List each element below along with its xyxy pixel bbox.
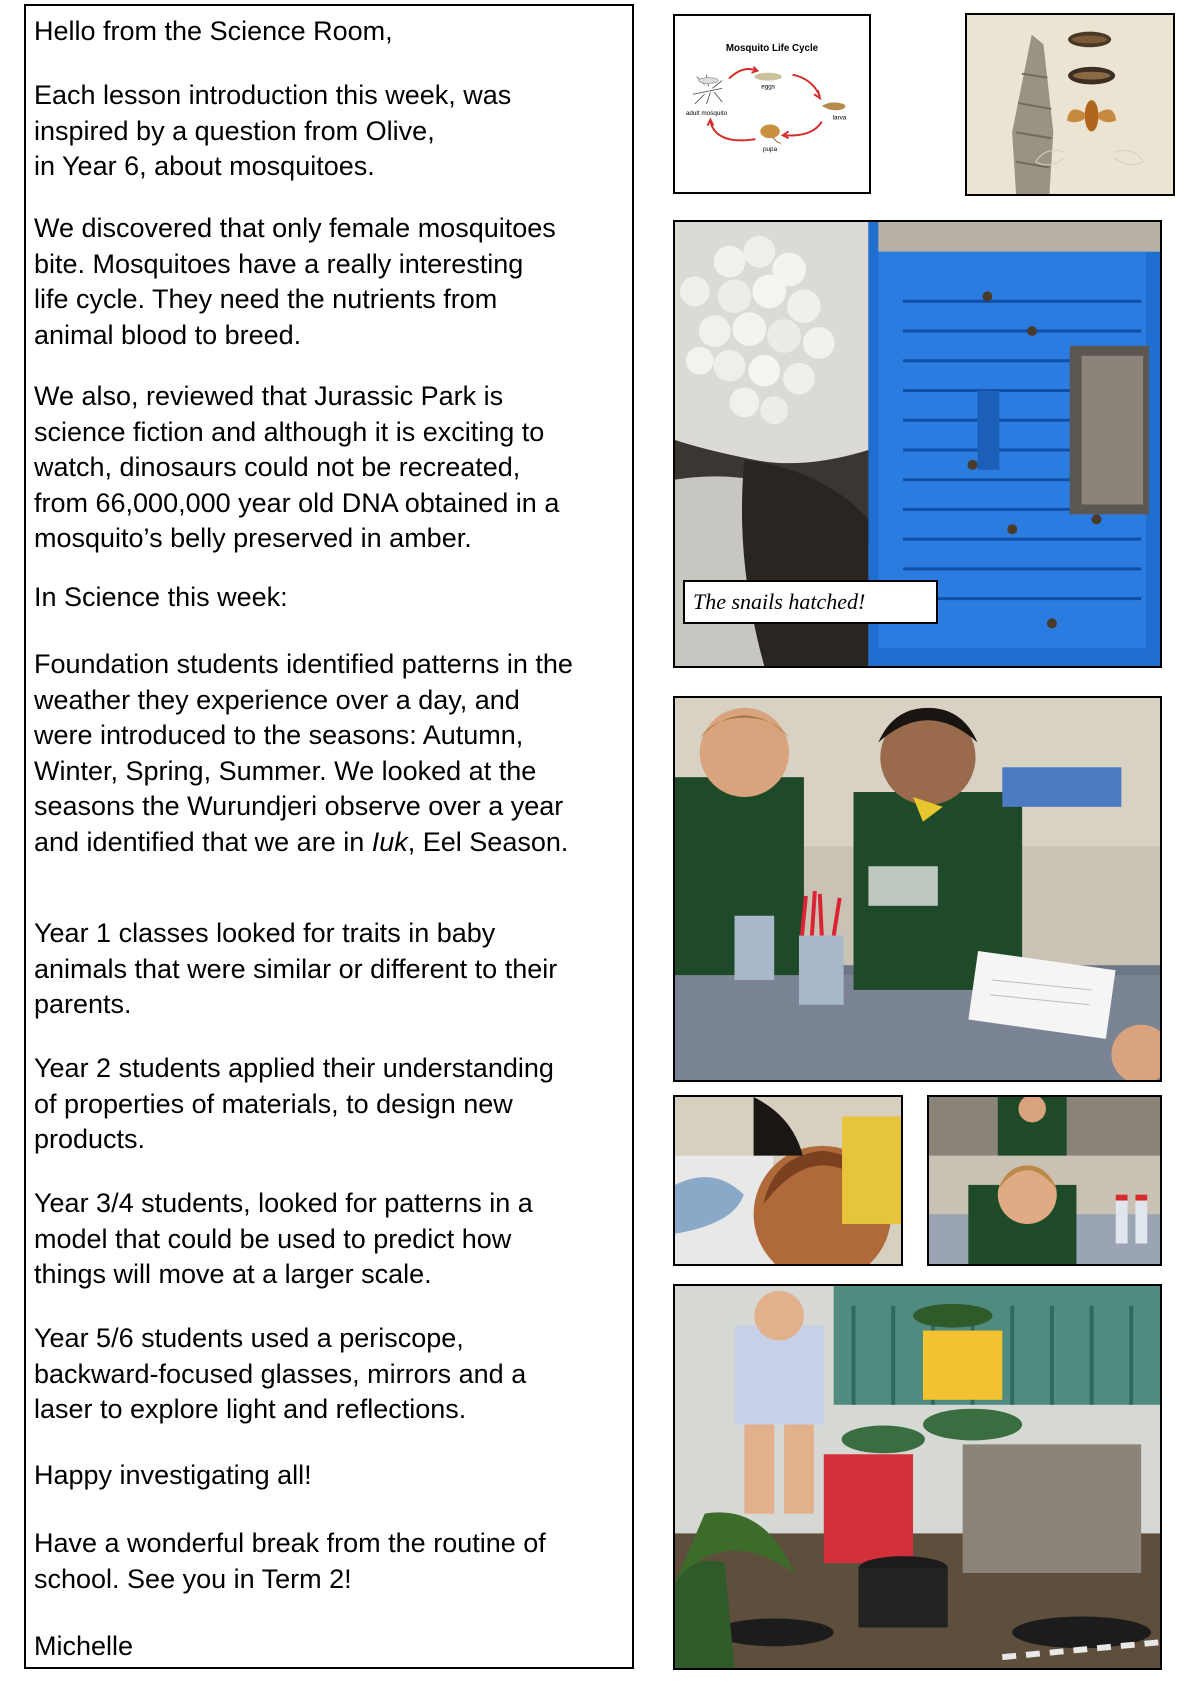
intro-paragraph: Each lesson introduction this week, was inspired by a question from Olive, in Year 6, about mosquitoes. xyxy=(34,80,512,181)
year1-paragraph: Year 1 classes looked for traits in baby animals that were similar or different to their parents. xyxy=(34,918,558,1019)
jurassic-paragraph: We also, reviewed that Jurassic Park is science fiction and although it is exciting to watch, dinosaurs could not be recreated, from 66,000,000 year old DNA obtained in a mosquito’s belly preserved in amber. xyxy=(34,381,560,553)
mosquito-life-cycle-diagram xyxy=(673,14,871,194)
foundation-paragraph xyxy=(34,647,632,860)
signoff: Michelle xyxy=(34,1631,134,1661)
diagram-title: Mosquito Life Cycle xyxy=(725,43,819,55)
happy-line: Happy investigating all! xyxy=(34,1460,312,1490)
life-cycle-graphic xyxy=(675,16,869,192)
year2-paragraph: Year 2 students applied their understanding of properties of materials, to design new products. xyxy=(34,1053,554,1154)
activity-2-graphic xyxy=(929,1097,1160,1264)
season-name: Iuk xyxy=(371,826,408,857)
eggs-label: eggs xyxy=(761,83,775,91)
student-activity-photo-1 xyxy=(673,1095,903,1266)
student-hat-icon xyxy=(913,1304,1002,1400)
snails-caption: The snails hatched! xyxy=(683,580,938,624)
insect-illustration-photo xyxy=(965,13,1175,196)
insect-illustration-graphic xyxy=(967,15,1173,194)
larva-label: larva xyxy=(832,114,847,122)
pupa-label: pupa xyxy=(762,145,778,153)
classroom-graphic xyxy=(675,698,1160,1080)
letter-box xyxy=(24,4,634,1669)
activity-1-graphic xyxy=(675,1097,901,1264)
foundation-text: Foundation students identified patterns in the weather they experience over a day, and were introduced to the seasons: Autumn, Winter, Spring, Summer. We looked at the seasons the Wurundjeri observe over a year and identified that we are in xyxy=(34,649,573,857)
year56-paragraph: Year 5/6 students used a periscope, backward-focused glasses, mirrors and a laser to explore light and reflections. xyxy=(34,1323,527,1424)
classroom-students-photo xyxy=(673,696,1162,1082)
mosquito-paragraph: We discovered that only female mosquitoes bite. Mosquitoes have a really interesting life cycle. They need the nutrients from animal blood to breed. xyxy=(34,213,556,350)
garden-students-photo xyxy=(673,1284,1162,1670)
adult-mosquito-label: adult mosquito xyxy=(685,109,728,117)
foundation-text-end: , Eel Season. xyxy=(407,826,569,857)
caterpillar-icon xyxy=(1068,32,1111,48)
greeting: Hello from the Science Room, xyxy=(34,16,393,46)
garden-graphic xyxy=(675,1286,1160,1668)
science-heading: In Science this week: xyxy=(34,582,288,612)
snails-hatched-photo xyxy=(673,220,1162,668)
eggs-icon xyxy=(754,73,781,81)
year34-paragraph: Year 3/4 students, looked for patterns in a model that could be used to predict how things will move at a larger scale. xyxy=(34,1188,533,1289)
break-paragraph: Have a wonderful break from the routine of school. See you in Term 2! xyxy=(34,1528,546,1594)
moth-larva-icon xyxy=(1068,67,1115,85)
student-activity-photo-2 xyxy=(927,1095,1162,1266)
